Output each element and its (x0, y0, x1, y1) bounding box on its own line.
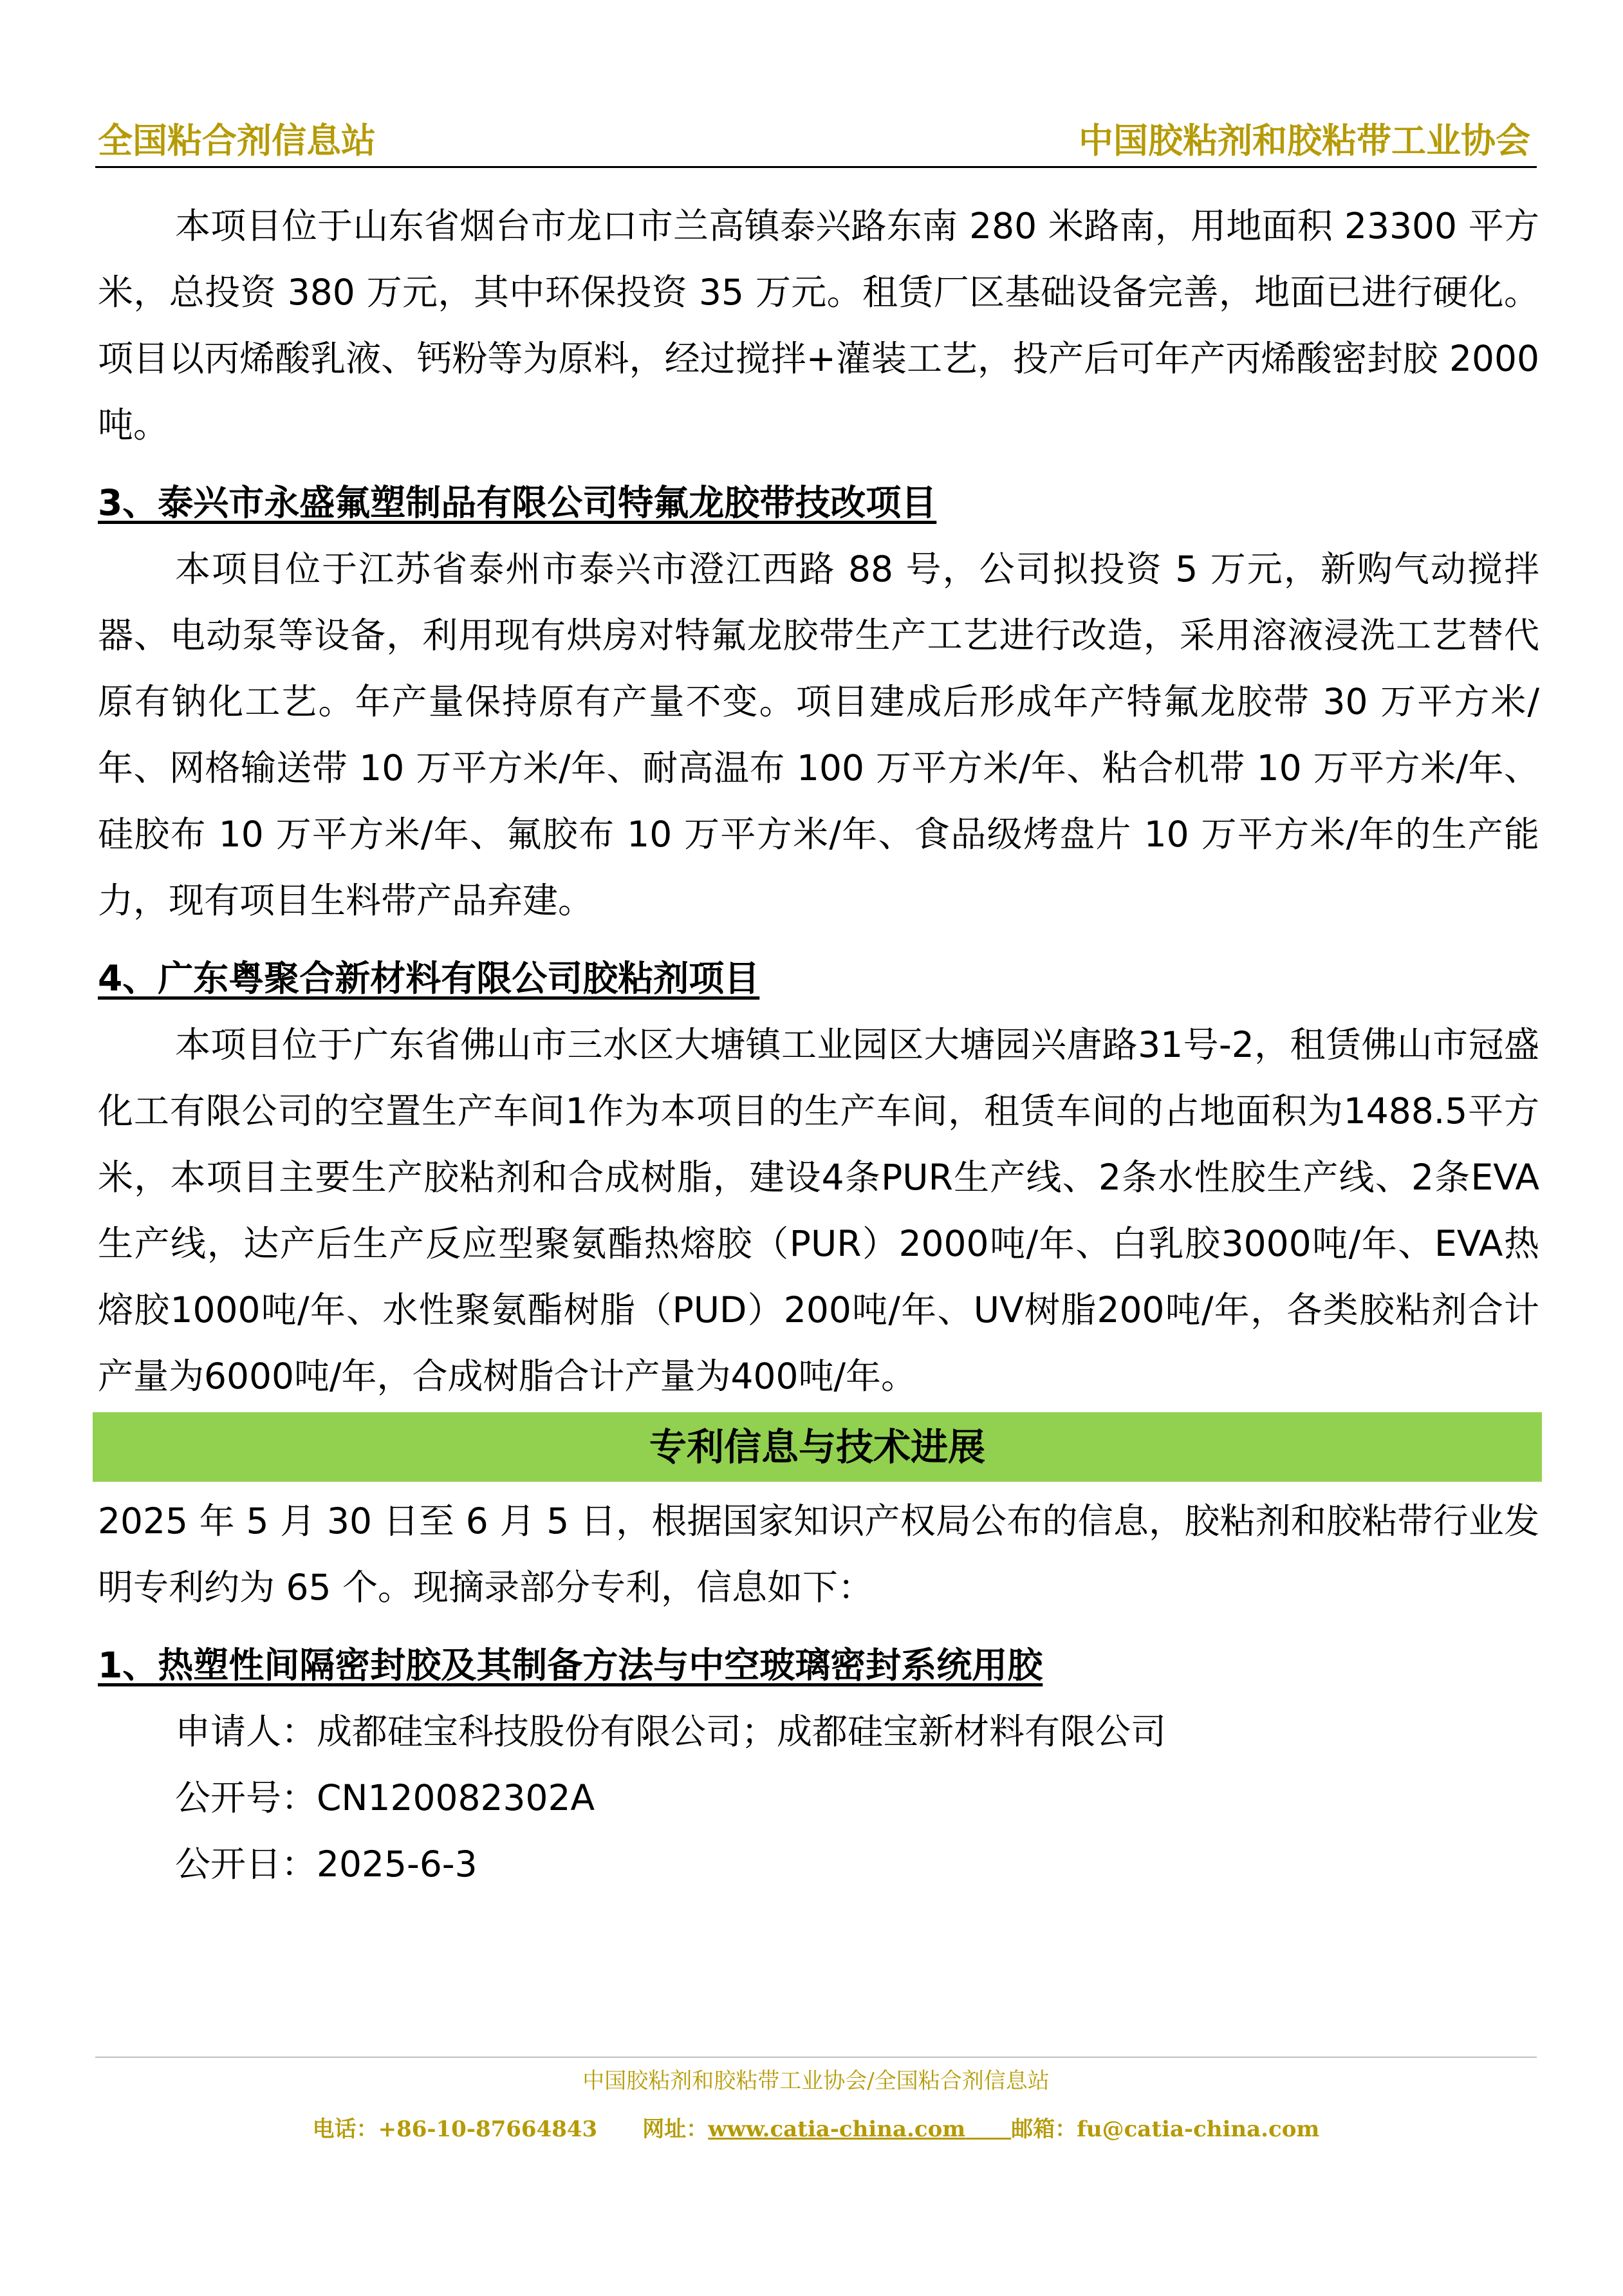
footer-org: 中国胶粘剂和胶粘带工业协会/全国粘合剂信息站 (582, 2068, 1050, 2094)
patent1-pub-no: 公开号：CN120082302A (175, 1777, 595, 1818)
item3-heading (98, 470, 1539, 536)
item4-heading (98, 946, 1539, 1012)
section-banner: 专利信息与技术进展 (93, 1412, 1542, 1482)
intro-paragraph: 本项目位于山东省烟台市龙口市兰高镇泰兴路东南 280 米路南，用地面积 23300 平方米，总投资 380 万元，其中环保投资 35 万元。租赁厂区基础设备完善，地面已进行硬化。项目以丙烯酸乳液、钙粉等为原料，经过搅拌+灌装工艺，投产后可年产丙烯酸密封胶 2000 吨。 (98, 205, 1540, 445)
item3-title: 3、泰兴市永盛氟塑制品有限公司特氟龙胶带技改项目 (98, 482, 937, 523)
page-header (95, 115, 1537, 168)
footer-divider (95, 2057, 1537, 2058)
footer-contacts (95, 2113, 1537, 2145)
item4-title: 4、广东粤聚合新材料有限公司胶粘剂项目 (98, 958, 760, 999)
footer-web-underline-pad (965, 2116, 1011, 2142)
footer-web-link[interactable]: www.catia-china.com (708, 2116, 966, 2142)
main-content (98, 193, 1539, 1898)
patent-intro: 2025 年 5 月 30 日至 6 月 5 日，根据国家知识产权局公布的信息，胶粘剂和胶粘带行业发明专利约为 65 个。现摘录部分专利，信息如下： (98, 1500, 1539, 1608)
patent1-applicant: 申请人：成都硅宝科技股份有限公司；成都硅宝新材料有限公司 (175, 1711, 1167, 1752)
header-left-title: 全国粘合剂信息站 (98, 120, 376, 161)
footer-email[interactable]: 邮箱：fu@catia-china.com (1011, 2116, 1320, 2142)
footer-web-label: 网址： (642, 2116, 709, 2142)
patent1-pub-date: 公开日：2025-6-3 (175, 1843, 478, 1885)
patent1-heading (98, 1632, 1539, 1699)
item4-paragraph: 本项目位于广东省佛山市三水区大塘镇工业园区大塘园兴唐路31号-2，租赁佛山市冠盛化工有限公司的空置生产车间1作为本项目的生产车间，租赁车间的占地面积为1488.5平方米，本项目主要生产胶粘剂和合成树脂，建设4条PUR生产线、2条水性胶生产线、2条EVA生产线，达产后生产反应型聚氨酯热熔胶（PUR）2000吨/年、白乳胶3000吨/年、EVA热熔胶1000吨/年、水性聚氨酯树脂（PUD）200吨/年、UV树脂200吨/年，各类胶粘剂合计产量为6000吨/年，合成树脂合计产量为400吨/年。 (98, 1024, 1539, 1397)
footer-phone: 电话：+86-10-87664843 (312, 2116, 598, 2142)
header-right-title: 中国胶粘剂和胶粘带工业协会 (1079, 120, 1530, 161)
patent1-title: 1、热塑性间隔密封胶及其制备方法与中空玻璃密封系统用胶 (98, 1645, 1043, 1686)
item3-paragraph: 本项目位于江苏省泰州市泰兴市澄江西路 88 号，公司拟投资 5 万元，新购气动搅拌器、电动泵等设备，利用现有烘房对特氟龙胶带生产工艺进行改造，采用溶液浸洗工艺替代原有钠化工艺。年产量保持原有产量不变。项目建成后形成年产特氟龙胶带 30 万平方米/年、网格输送带 10 万平方米/年、耐高温布 100 万平方米/年、粘合机带 10 万平方米/年、硅胶布 10 万平方米/年、氟胶布 10 万平方米/年、食品级烤盘片 10 万平方米/年的生产能力，现有项目生料带产品弃建。 (98, 548, 1539, 921)
